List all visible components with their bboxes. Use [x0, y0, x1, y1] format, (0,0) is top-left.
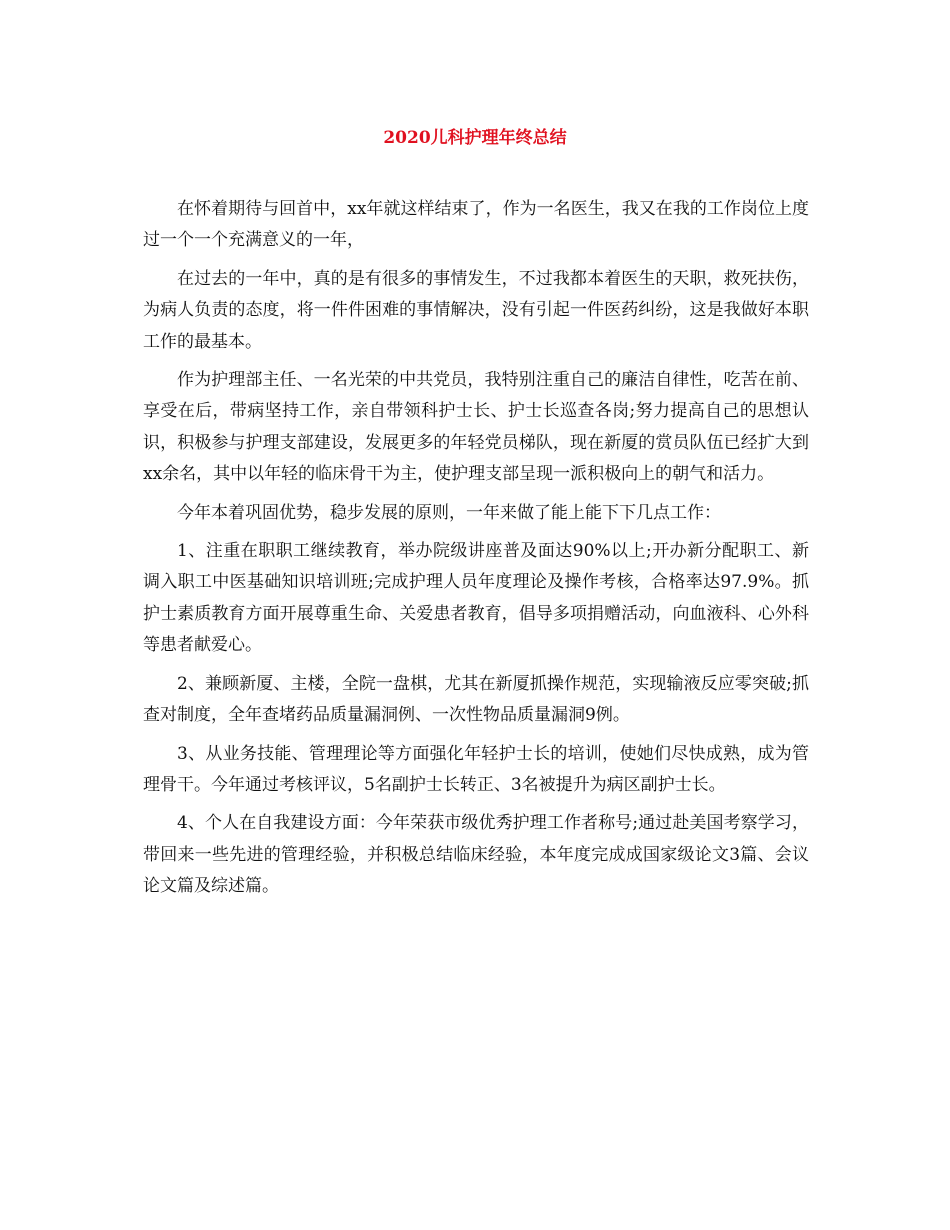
paragraph-party-member: 作为护理部主任、一名光荣的中共党员，我特别注重自己的廉洁自律性，吃苦在前、享受在后，带病坚持工作，亲自带领科护士长、护士长巡查各岗;努力提高自己的思想认识，积极参与护理支部建设，发展更多的年轻党员梯队，现在新厦的赏员队伍已经扩大到xx余名，其中以年轻的临床骨干为主，使护理支部呈现一派积极向上的朝气和活力。: [143, 370, 809, 485]
paragraph-item-3: 3、从业务技能、管理理论等方面强化年轻护士长的培训，使她们尽快成熟，成为管理骨干。今年通过考核评议，5名副护士长转正、3名被提升为病区副护士长。: [143, 743, 809, 795]
document-body: [143, 194, 809, 910]
paragraph-item-1: 1、注重在职职工继续教育，举办院级讲座普及面达90%以上;开办新分配职工、新调入职工中医基础知识培训班;完成护理人员年度理论及操作考核，合格率达97.9%。抓护士素质教育方面开展尊重生命、关爱患者教育，倡导多项捐赠活动，向血液科、心外科等患者献爱心。: [143, 541, 809, 656]
paragraph-item-2: 2、兼顾新厦、主楼，全院一盘棋，尤其在新厦抓操作规范，实现输液反应零突破;抓查对制度，全年查堵药品质量漏洞例、一次性物品质量漏洞9例。: [143, 673, 809, 726]
paragraph-principles: 今年本着巩固优势，稳步发展的原则，一年来做了能上能下下几点工作：: [177, 502, 721, 523]
paragraph-intro: 在怀着期待与回首中，xx年就这样结束了，作为一名医生，我又在我的工作岗位上度过一个一个充满意义的一年，: [143, 199, 809, 251]
paragraph-past-year: 在过去的一年中，真的是有很多的事情发生，不过我都本着医生的天职，救死扶伤，为病人负责的态度，将一件件困难的事情解决，没有引起一件医药纠纷，这是我做好本职工作的最基本。: [143, 268, 809, 352]
paragraph-item-4: 4、个人在自我建设方面：今年荣获市级优秀护理工作者称号;通过赴美国考察学习，带回来一些先进的管理经验，并积极总结临床经验，本年度完成成国家级论文3篇、会议论文篇及综述篇。: [143, 813, 809, 897]
document-title: 2020儿科护理年终总结: [383, 128, 567, 148]
